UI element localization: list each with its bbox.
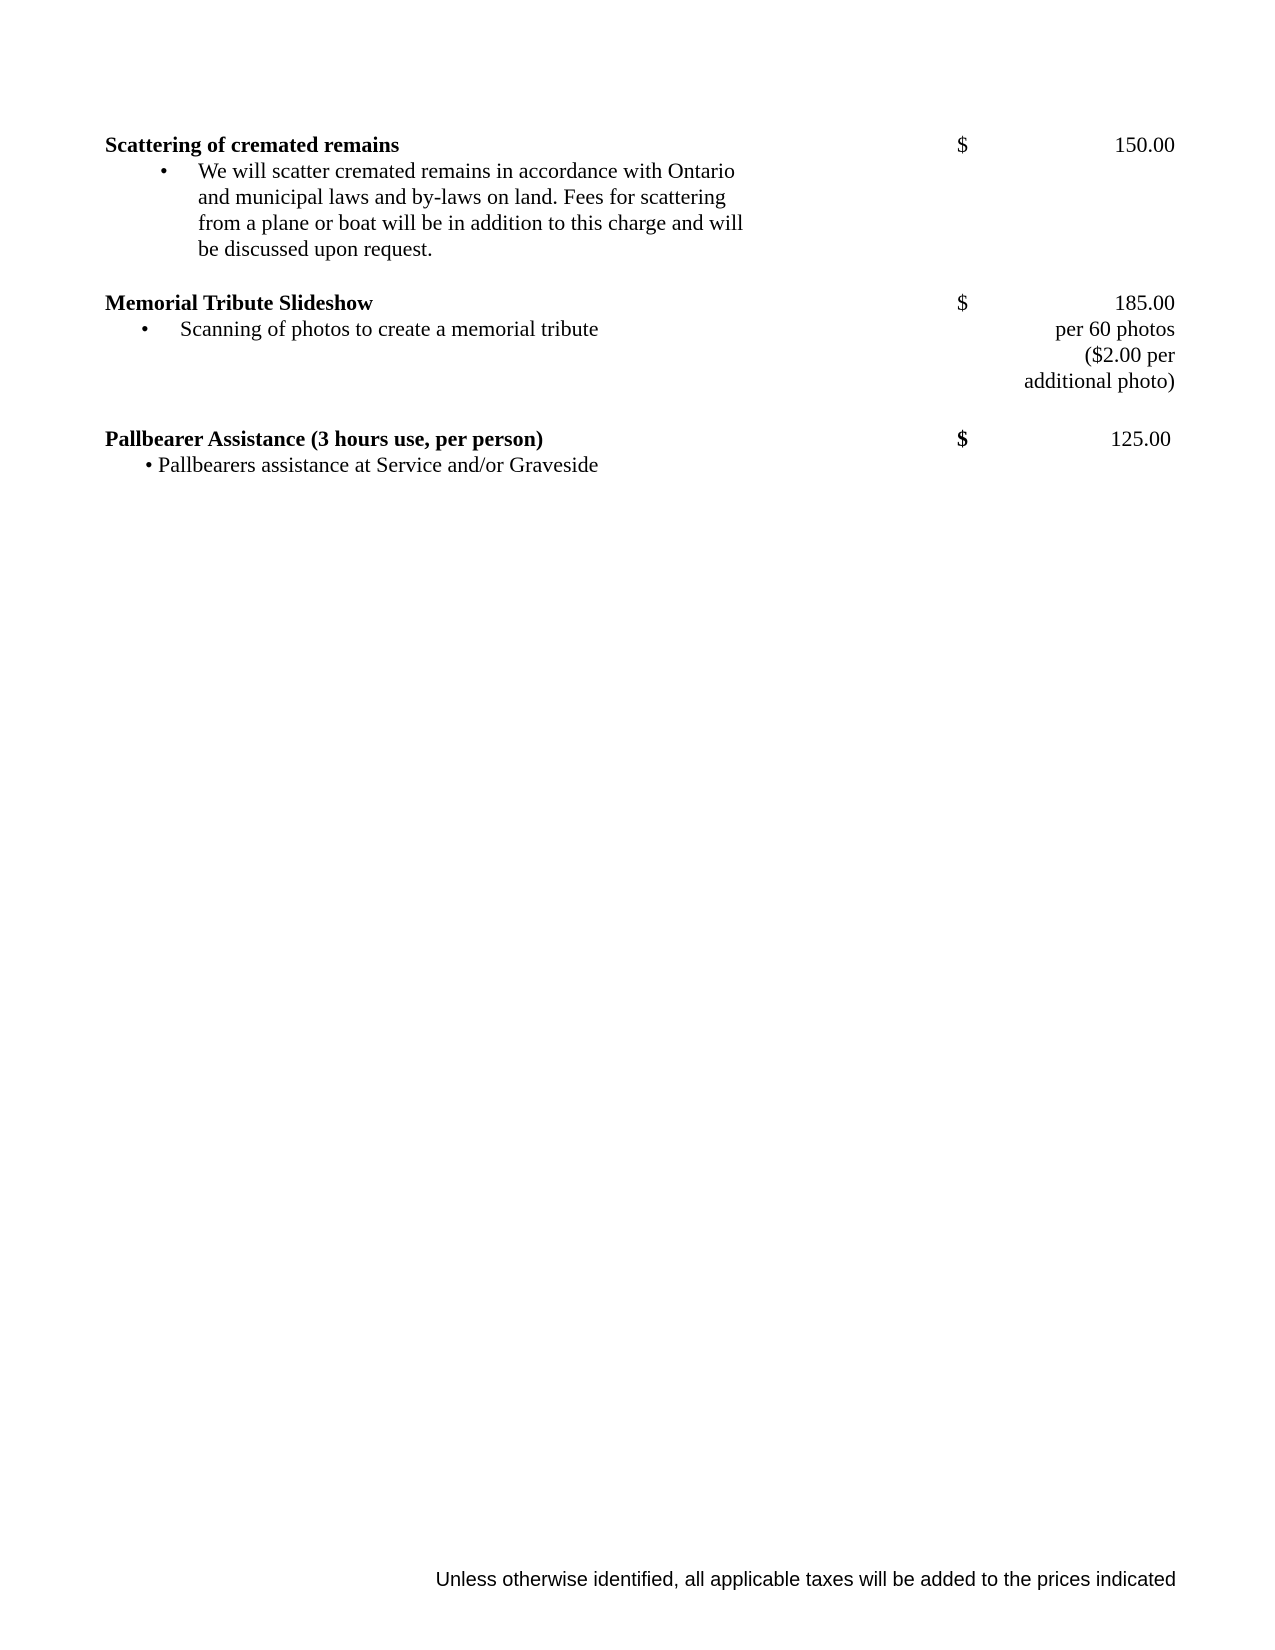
item-title: Memorial Tribute Slideshow bbox=[105, 290, 374, 315]
item-title: Scattering of cremated remains bbox=[105, 132, 400, 157]
bullet-icon: • bbox=[141, 316, 149, 341]
description-line: from a plane or boat will be in addition to this charge and will bbox=[198, 210, 744, 235]
price-item-slideshow bbox=[105, 290, 1175, 394]
price-item-pallbearer bbox=[105, 426, 1171, 478]
description-text bbox=[180, 316, 598, 342]
price-note-line: per 60 photos bbox=[1055, 316, 1175, 341]
item-price: 150.00 bbox=[1114, 132, 1175, 157]
item-description bbox=[105, 316, 1175, 342]
item-price: 185.00 bbox=[1114, 290, 1175, 315]
description-line: Pallbearers assistance at Service and/or Graveside bbox=[158, 452, 599, 477]
item-price: 125.00 bbox=[1110, 426, 1171, 451]
currency-symbol: $ bbox=[957, 132, 968, 157]
bullet-icon: • bbox=[160, 158, 168, 183]
bullet-icon: • bbox=[145, 452, 153, 477]
item-description bbox=[105, 452, 1171, 478]
description-text bbox=[198, 158, 743, 262]
description-line: and municipal laws and by-laws on land. Fees for scattering bbox=[198, 184, 726, 209]
description-text bbox=[158, 452, 598, 478]
description-line: We will scatter cremated remains in accordance with Ontario bbox=[198, 158, 735, 183]
price-note-line: additional photo) bbox=[1024, 368, 1175, 393]
price-item-scattering bbox=[105, 132, 1175, 266]
description-line: be discussed upon request. bbox=[198, 236, 433, 261]
item-description bbox=[105, 158, 1175, 262]
currency-symbol: $ bbox=[957, 290, 968, 315]
price-note-line: ($2.00 per bbox=[1084, 342, 1175, 367]
item-title: Pallbearer Assistance (3 hours use, per person) bbox=[105, 426, 544, 451]
tax-footer-note: Unless otherwise identified, all applicable taxes will be added to the prices indicated bbox=[435, 1569, 1176, 1591]
description-line: Scanning of photos to create a memorial tribute bbox=[180, 316, 599, 341]
currency-symbol: $ bbox=[957, 426, 968, 451]
